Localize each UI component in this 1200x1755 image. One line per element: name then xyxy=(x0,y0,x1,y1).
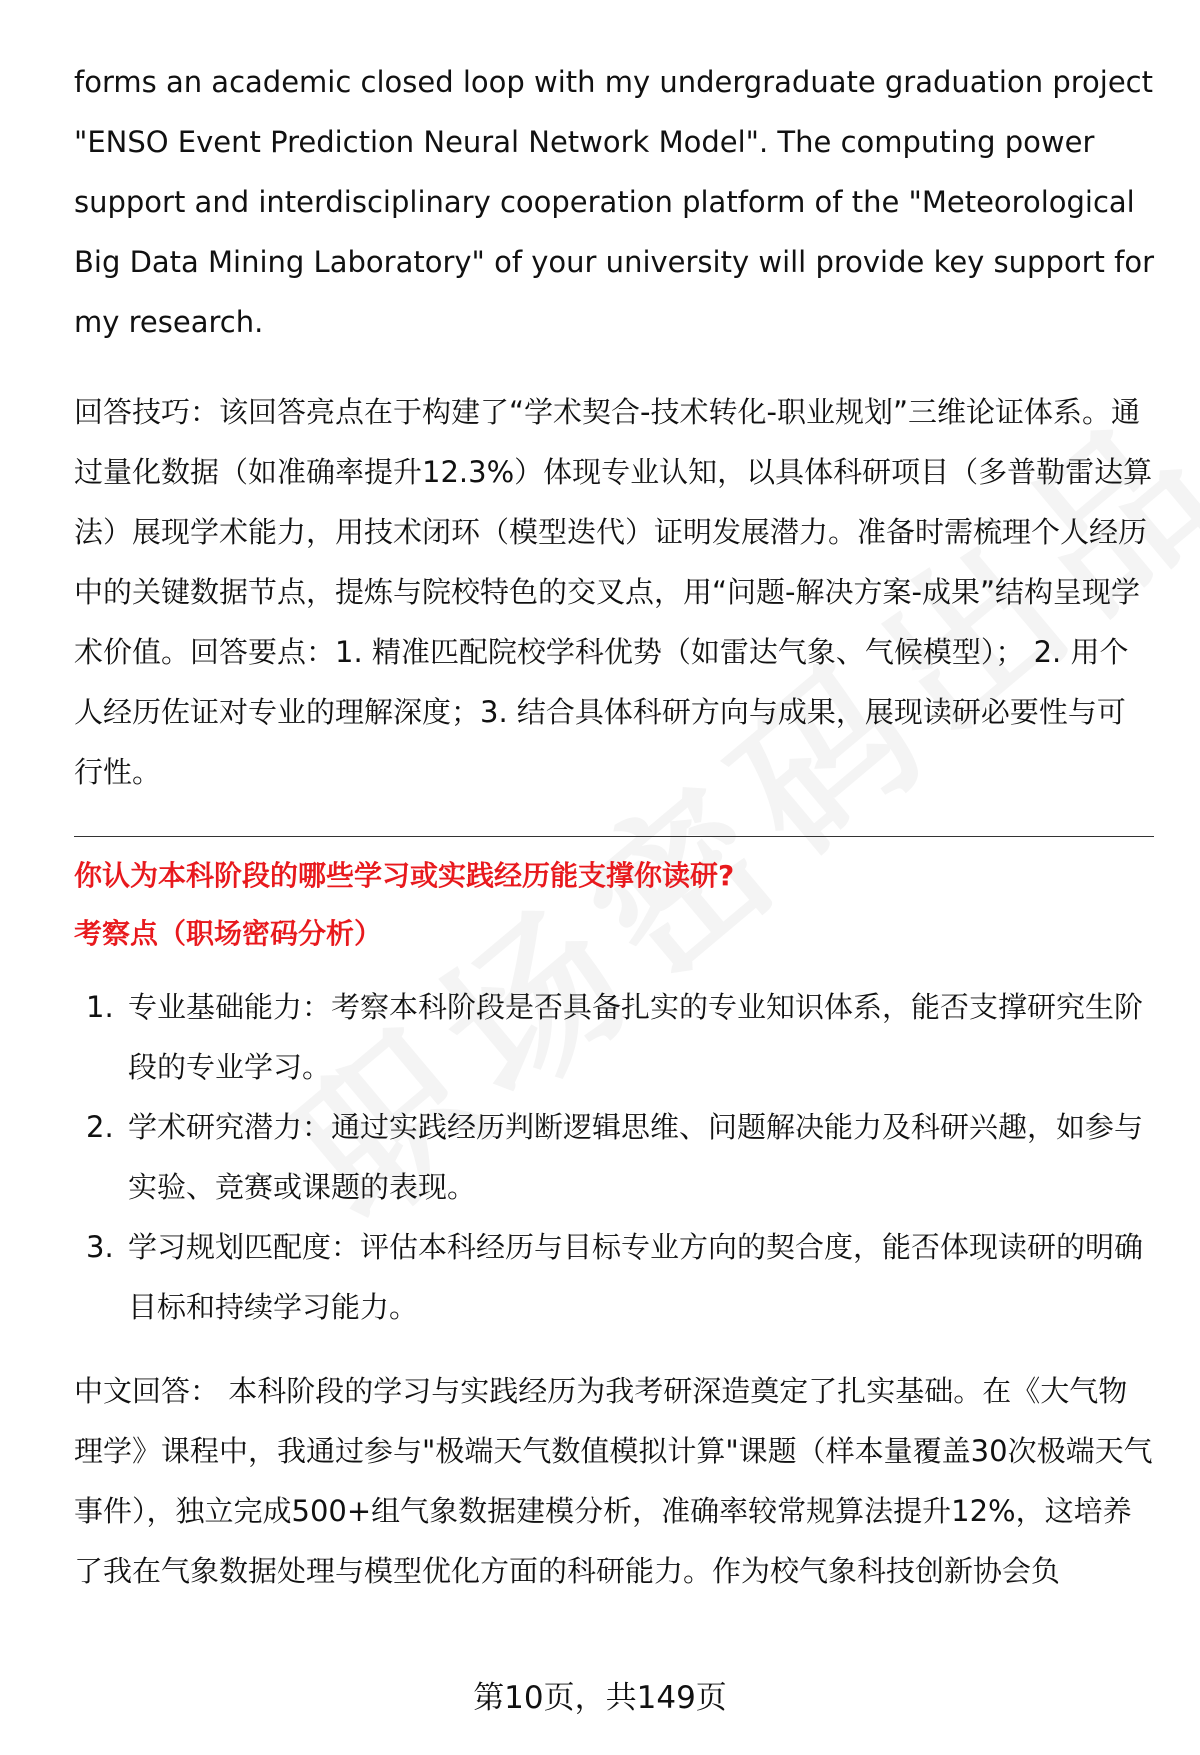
exam-points-list xyxy=(74,977,1154,1337)
list-item-text: 专业基础能力：考察本科阶段是否具备扎实的专业知识体系，能否支撑研究生阶段的专业学习。 xyxy=(128,990,1144,1084)
list-item-text: 学术研究潜力：通过实践经历判断逻辑思维、问题解决能力及科研兴趣，如参与实验、竞赛或课题的表现。 xyxy=(128,1110,1144,1204)
list-number: 2. xyxy=(86,1110,114,1144)
list-item-text: 学习规划匹配度：评估本科经历与目标专业方向的契合度，能否体现读研的明确目标和持续学习能力。 xyxy=(128,1230,1144,1324)
list-number: 1. xyxy=(86,990,114,1024)
section-divider xyxy=(74,836,1154,837)
list-item xyxy=(74,1097,1154,1217)
chinese-answer-paragraph: 中文回答： 本科阶段的学习与实践经历为我考研深造奠定了扎实基础。在《大气物理学》课程中，我通过参与"极端天气数值模拟计算"课题（样本量覆盖30次极端天气事件），独立完成500+组气象数据建模分析，准确率较常规算法提升12%，这培养了我在气象数据处理与模型优化方面的科研能力。作为校气象科技创新协会负 xyxy=(74,1374,1153,1588)
list-item xyxy=(74,977,1154,1097)
list-item xyxy=(74,1217,1154,1337)
list-number: 3. xyxy=(86,1230,114,1264)
question-heading: 你认为本科阶段的哪些学习或实践经历能支撑你读研? xyxy=(74,859,735,892)
answer-tips-paragraph: 回答技巧：该回答亮点在于构建了“学术契合-技术转化-职业规划”三维论证体系。通过量化数据（如准确率提升12.3%）体现专业认知，以具体科研项目（多普勒雷达算法）展现学术能力，用技术闭环（模型迭代）证明发展潜力。准备时需梳理个人经历中的关键数据节点，提炼与院校特色的交叉点，用“问题-解决方案-成果”结构呈现学术价值。回答要点：1. 精准匹配院校学科优势（如雷达气象、气候模型）； 2. 用个人经历佐证对专业的理解深度；3. 结合具体科研方向与成果，展现读研必要性与可行性。 xyxy=(74,395,1153,789)
document-page xyxy=(74,52,1154,1601)
intro-paragraph: forms an academic closed loop with my undergraduate graduation project "ENSO Event Prediction Neural Network Model". The computing power support and interdisciplinary cooperation platform of the "Meteorological Big Data Mining Laboratory" of your university will provide key support for my research. xyxy=(74,65,1154,339)
exam-points-heading: 考察点（职场密码分析） xyxy=(74,917,383,950)
page-number-footer: 第10页，共149页 xyxy=(473,1680,727,1716)
